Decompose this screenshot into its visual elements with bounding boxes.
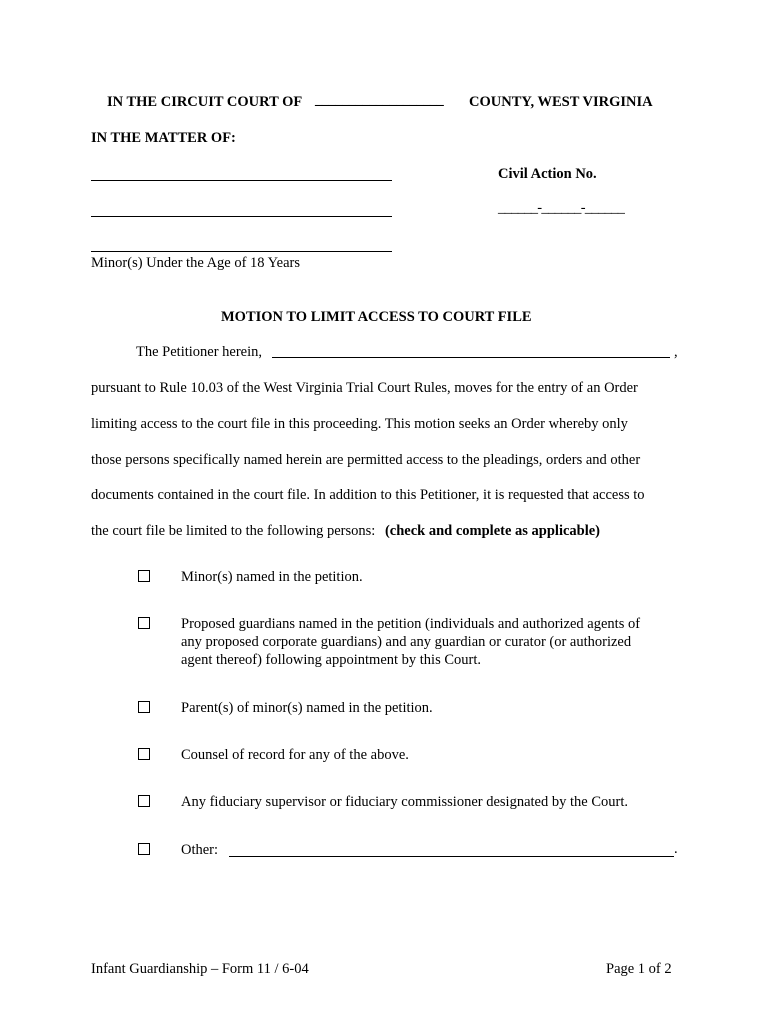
footer-page-number: Page 1 of 2 <box>606 961 672 977</box>
checkbox-other[interactable] <box>138 843 150 855</box>
court-heading-prefix: IN THE CIRCUIT COURT OF <box>107 94 303 110</box>
checkbox-counsel[interactable] <box>138 748 150 760</box>
checklist-item-text: agent thereof) following appointment by this Court. <box>181 652 482 668</box>
body-line-4: documents contained in the court file. In addition to this Petitioner, it is requested that access to <box>91 487 645 503</box>
checklist-item-text: Minor(s) named in the petition. <box>181 569 363 585</box>
matter-label: IN THE MATTER OF: <box>91 130 236 146</box>
footer-form-id: Infant Guardianship – Form 11 / 6-04 <box>91 961 309 977</box>
checklist-item-text: Counsel of record for any of the above. <box>181 747 409 763</box>
court-heading-county: COUNTY, WEST VIRGINIA <box>469 94 653 110</box>
minor-name-line-1[interactable] <box>91 180 392 181</box>
civil-action-label: Civil Action No. <box>498 166 597 182</box>
checkbox-parents[interactable] <box>138 701 150 713</box>
checklist-item-text: Parent(s) of minor(s) named in the petition. <box>181 700 433 716</box>
other-period: . <box>674 841 678 857</box>
checklist-item-text: Any fiduciary supervisor or fiduciary commissioner designated by the Court. <box>181 794 628 810</box>
other-specify-line[interactable] <box>229 856 674 857</box>
checklist-item-guardians <box>181 615 640 669</box>
body-line-1: pursuant to Rule 10.03 of the West Virginia Trial Court Rules, moves for the entry of an Order <box>91 380 638 396</box>
check-instruction: (check and complete as applicable) <box>384 523 601 539</box>
checklist-item-text: any proposed corporate guardians) and any guardian or curator (or authorized <box>181 634 632 650</box>
checklist-item-minors <box>181 568 363 586</box>
checklist-item-other <box>181 841 218 859</box>
checklist-item-counsel <box>181 746 409 764</box>
checkbox-guardians[interactable] <box>138 617 150 629</box>
body-line-5 <box>91 523 600 540</box>
checklist-item-parents <box>181 699 433 717</box>
body-line-3: those persons specifically named herein are permitted access to the pleadings, orders and other <box>91 452 641 468</box>
petitioner-comma: , <box>674 344 678 360</box>
minor-name-line-2[interactable] <box>91 216 392 217</box>
minor-caption: Minor(s) Under the Age of 18 Years <box>91 255 301 271</box>
petitioner-lead: The Petitioner herein, <box>136 344 263 360</box>
checkbox-fiduciary[interactable] <box>138 795 150 807</box>
motion-title: MOTION TO LIMIT ACCESS TO COURT FILE <box>221 309 532 325</box>
body-line-2: limiting access to the court file in this proceeding. This motion seeks an Order whereby only <box>91 416 628 432</box>
checklist-item-text: Other: <box>181 842 219 858</box>
county-blank[interactable]: ___________________ <box>315 92 444 108</box>
body-line-5-text: the court file be limited to the following persons: <box>91 523 376 539</box>
petitioner-name-line[interactable] <box>272 357 670 358</box>
checkbox-minors[interactable] <box>138 570 150 582</box>
civil-action-number[interactable]: ______-______-______ <box>498 200 625 216</box>
checklist-item-text: Proposed guardians named in the petition (individuals and authorized agents of <box>181 616 641 632</box>
minor-name-line-3[interactable] <box>91 251 392 252</box>
checklist-item-fiduciary <box>181 793 628 811</box>
